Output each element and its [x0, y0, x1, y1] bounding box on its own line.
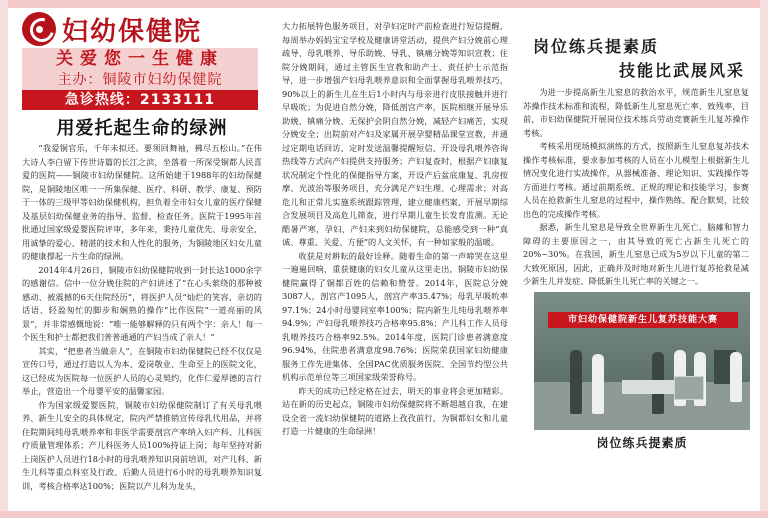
- article1-paragraph: “我爱铜官乐，千年未拟还。要须回舞袖，拂尽五松山。”在伟大诗人李白留下传世诗篇的长江之滨，坐落着一所深受铜都人民喜爱的医院——铜陵市妇幼保健院。这所始建于1988年的妇幼保健院，是铜陵地区唯一一所集保健、医疗、科研、教学、康复、预防于一体的三级甲等妇幼保健机构，担负着全市妇女儿童的医疗保健及基层妇幼保健业务的指导、监督、检查任务。医院于1995年首批通过国家级爱婴医院评审，多年来，秉持儿童优先、母亲安全，用诚挚的爱心、精湛的技术和人性化的服务，为铜陵地区妇女儿童的健康撑起一片生命的绿洲。: [22, 143, 262, 261]
- article2-paragraph: 收获是对耕耘的最好诠释。随着生命的第一声啼哭在这里一遍遍回响，重获健康的妇女儿童从这里走出，铜陵市妇幼保健院赢得了铜都百姓的信赖和赞誉。2014年，医院总分娩3087人，剖宫产1095人，剖宫产率35.47%；母乳早吸吮率97.1%；24小时母婴同室率100%；院内新生儿纯母乳喂养率94.9%；产妇母乳喂养技巧合格率95.8%；产儿科工作人员母乳喂养技巧合格率92.5%。2014年度，医院门诊患者满意度96.94%，住院患者满意度98.76%；医院荣获国家妇幼健康服务工作先进集体、全国PAC优质服务医院、全国节约型公共机构示范单位等三项国家级荣誉称号。: [282, 250, 508, 382]
- bottom-border: [0, 511, 768, 518]
- article3-title-line2: 技能比武展风采: [618, 61, 745, 80]
- article3-body: [523, 86, 749, 286]
- article3-paragraph: 考核采用现场模拟演练的方式，按照新生儿窒息复苏技术操作考核标准，要求参加考核的人员在小儿模型上根据新生儿情况变化进行实战操作，从器械准备、理论知识、实践操作等方面进行考核。通过前期系统、正规的理论和技能学习，参赛人员在抢救新生儿窒息的过程中，操作熟练、配合默契，比较出色的完成操作考核。: [523, 141, 749, 219]
- left-border: [0, 0, 8, 518]
- article1-paragraph: 其实，“把患者当做亲人”，在铜陵市妇幼保健院已经不仅仅是宣传口号，通过打造以人为本、爱岗敬业、生命至上的医院文化，这已经成为医院每一位医护人员的心灵契约，化作仁爱厚德的言行举止，营造出一个母婴平安的温馨家园。: [22, 345, 262, 396]
- masthead-title: 妇幼保健院: [62, 16, 203, 47]
- masthead-title-row: [22, 10, 258, 48]
- article1-continued-body: [282, 20, 508, 510]
- article2-paragraph: 大力拓展特色服务项目，对孕妇定时产前检查进行短信提醒，每周举办妈妈宝宝学校及健康讲堂活动，提供产妇分娩前心理疏导、母乳喂养、导乐助娩、导乳、镇痛分娩等知识宣教；住院分娩期间，通过主管医生宣教和助产士、责任护士示范指导，进一步增强产妇母乳喂养意识和全面掌握母乳喂养技巧，90%以上的新生儿在生后1小时内与母亲进行皮肤接触并进行早吸吮；为促进自然分娩，降低剖宫产率，医院相继开展导乐助娩、镇痛分娩、无保护会阴自然分娩，减轻产妇痛苦，实现分娩安全；出院前对产妇及家属开展孕婴精品课堂宣教，并通过定期电话回访、定时发送温馨提醒短信、开设母乳喂养咨询热线等方式向产妇提供支持服务；产妇复查时，根据产妇康复状况制定个性化的保健指导方案，开设产后盆底康复、乳房按摩、光波治等服务项目，充分满足产妇生理、心理需求；对高危儿和正常儿实施系统跟踪管理，建立健康档案，开展早期综合发展项目及高危儿筛查，进行早期儿童生长发育监测。无论酷暑严寒，孕妇、产妇来到妇幼保健院，总能感受到一种“真诚、尊重、关爱、方便”的人文关怀，有一种如家般的温暖。: [282, 21, 508, 247]
- article1-paragraph: 2014年4月26日，铜陵市妇幼保健院收到一封长达1000余字的感谢信。信中一位分娩住院的产妇讲述了“在心头萦绕的那种被感动、被震撼的6天住院经历”，将医护人员“灿烂的笑容、亲切的话语、轻盈匆忙的脚步和娴熟的操作”比作医院“一道亮丽的风景”，并非常感慨地说：“唯一能够解释的只有两个字：亲人！每一个医生和护士都把我们普普通通的产妇当成了亲人！”: [22, 264, 262, 342]
- photo-cart: [674, 376, 704, 400]
- article2-paragraph: 昨天的成功已经定格在过去，明天的事业将会更加精彩。站在新的历史起点，铜陵市妇幼保健院将不断超越自我，在建设全省一流妇幼保健院的道路上孜孜前行，为铜都妇女和儿童打造一片健康的生命绿洲！: [282, 385, 508, 436]
- article1-body: [22, 142, 262, 512]
- right-border: [760, 0, 768, 518]
- article3-title-line1: 岗位练兵提素质: [533, 37, 660, 56]
- masthead-slogan: 关爱您一生健康: [22, 48, 258, 70]
- photo-person: [592, 354, 604, 414]
- masthead-host: 主办：铜陵市妇幼保健院: [22, 70, 258, 90]
- photo-banner: 市妇幼保健院新生儿复苏技能大赛: [548, 312, 738, 328]
- article3-paragraph: 为进一步提高新生儿窒息的救治水平，规范新生儿窒息复苏操作技术标准和流程，降低新生儿窒息死亡率、致残率，目前，市妇幼保健院开展岗位技术练兵劳动竞赛新生儿复苏操作考核。: [523, 87, 749, 138]
- hospital-logo-icon: [22, 12, 56, 46]
- masthead: [22, 10, 258, 110]
- photo-person: [730, 352, 742, 402]
- top-border: [0, 0, 768, 8]
- photo-person: [570, 350, 582, 414]
- emergency-hotline: 急诊热线：2133111: [22, 90, 258, 110]
- competition-photo: [534, 292, 750, 430]
- article1-title: 用爱托起生命的绿洲: [56, 118, 228, 139]
- article3-paragraph: 据悉，新生儿窒息是导致全世界新生儿死亡、脑瘫和智力障碍的主要原因之一，由其导致的死亡占新生儿死亡的20%~30%。在我国，新生儿窒息已成为5岁以下儿童的第二大致死原因，因此，正确并及时地对新生儿进行复苏抢救是减少新生儿并发症、降低新生儿死亡率的关键之一。: [523, 222, 749, 286]
- photo-caption: 岗位练兵提素质: [596, 436, 688, 450]
- article1-paragraph: 作为国家级爱婴医院，铜陵市妇幼保健院制订了有关母乳喂养、新生儿安全的具体规定，院内严禁推销宣传母乳代用品，并将住院期间纯母乳喂养率和非医学需要剖宫产率纳入妇产科、儿科医疗质量管理体系；产儿科医务人员100%持证上岗；每年坚持对新上岗医护人员进行18小时的母乳喂养知识岗前培训，对产儿科、新生儿科等重点科室及行政、后勤人员进行6小时的母乳喂养知识复训，考核合格率达100%；医院以产儿科为龙头，: [22, 399, 262, 491]
